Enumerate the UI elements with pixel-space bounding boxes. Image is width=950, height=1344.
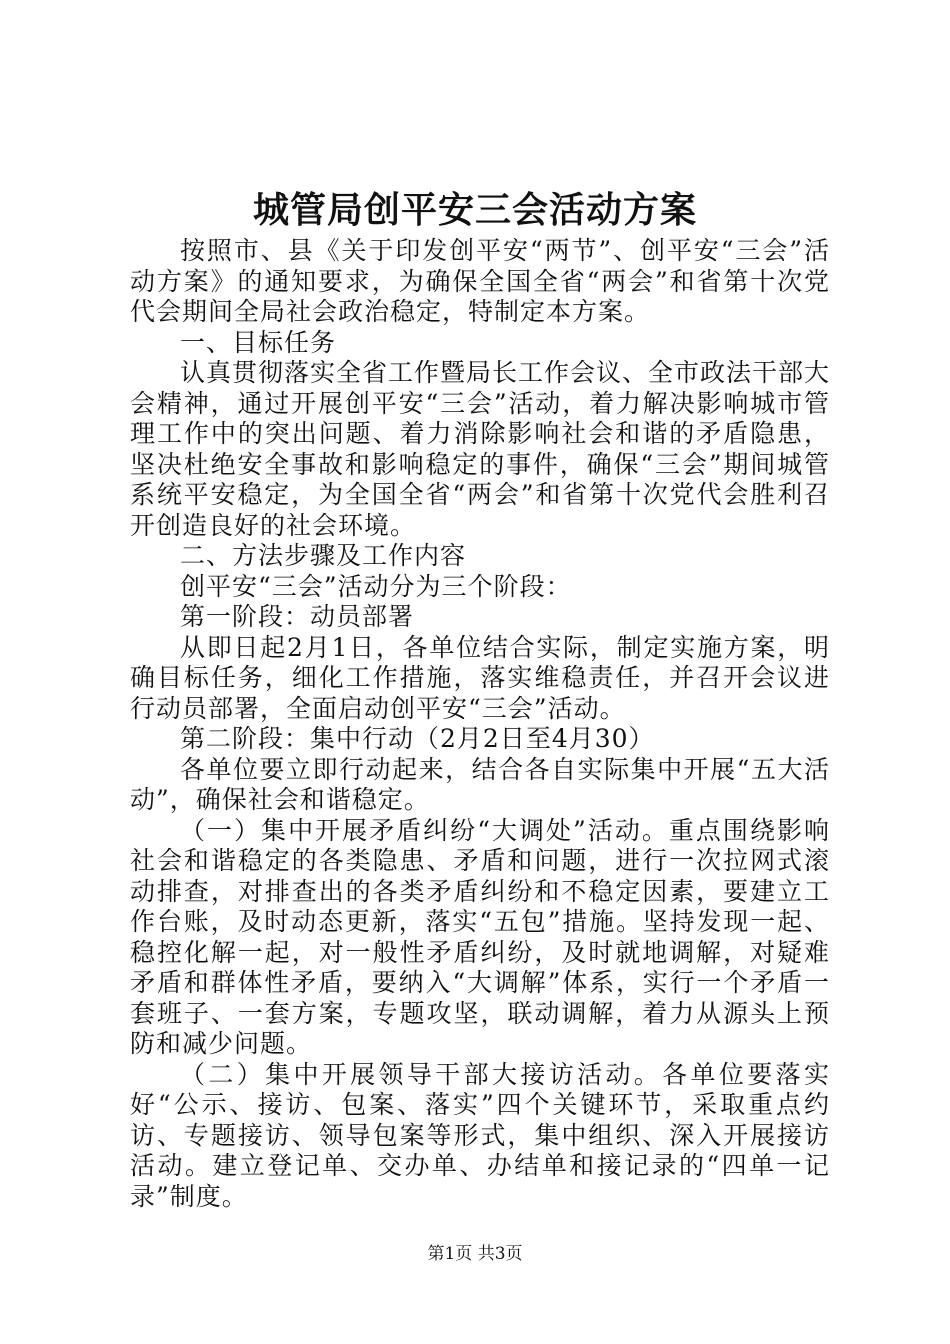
paragraph-stage-one: 从即日起2月1日，各单位结合实际，制定实施方案，明确目标任务，细化工作措施，落实维稳责任，并召开会议进行动员部署，全面启动创平安“三会”活动。 (130, 632, 830, 723)
paragraph-stages-intro: 创平安“三会”活动分为三个阶段： (180, 571, 572, 601)
section-heading-methods: 二、方法步骤及工作内容 (180, 541, 467, 570)
stage-two-heading: 第二阶段：集中行动（2月2日至4月30） (180, 724, 655, 753)
paragraph-goals: 认真贯彻落实全省工作暨局长工作会议、全市政法干部大会精神，通过开展创平安“三会”活动，着力解决影响城市管理工作中的突出问题、着力消除影响社会和谐的矛盾隐患，坚决杜绝安全事故和影响稳定的事件，确保“三会”期间城管系统平安稳定，为全国全省“两会”和省第十次党代会胜利召开创造良好的社会环境。 (130, 358, 831, 540)
paragraph-stage-two: 各单位要立即行动起来，结合各自实际集中开展“五大活动”，确保社会和谐稳定。 (130, 754, 830, 814)
document-title: 城管局创平安三会活动方案 (252, 189, 697, 231)
paragraph-intro: 按照市、县《关于印发创平安“两节”、创平安“三会”活动方案》的通知要求，为确保全国全省“两会”和省第十次党代会期间全局社会政治稳定，特制定本方案。 (130, 236, 831, 326)
paragraph-activity-one: （一）集中开展矛盾纠纷“大调处”活动。重点围绕影响社会和谐稳定的各类隐患、矛盾和问题，进行一次拉网式滚动排查，对排查出的各类矛盾纠纷和不稳定因素，要建立工作台账，及时动态更新，落实“五包”措施。坚持发现一起、稳控化解一起，对一般性矛盾纠纷，及时就地调解，对疑难矛盾和群体性矛盾，要纳入“大调解”体系，实行一个矛盾一套班子、一套方案，专题攻坚，联动调解，着力从源头上预防和减少问题。 (130, 815, 830, 1058)
paragraph-activity-two: （二）集中开展领导干部大接访活动。各单位要落实好“公示、接访、包案、落实”四个关键环节，采取重点约访、专题接访、领导包案等形式，集中组织、深入开展接访活动。建立登记单、交办单、办结单和接记录的“四单一记录”制度。 (130, 1059, 830, 1211)
page-footer: 第1页 共3页 (427, 1244, 523, 1264)
stage-one-heading: 第一阶段：动员部署 (180, 602, 415, 631)
section-heading-goals: 一、目标任务 (180, 327, 337, 357)
document-body (130, 236, 830, 1212)
